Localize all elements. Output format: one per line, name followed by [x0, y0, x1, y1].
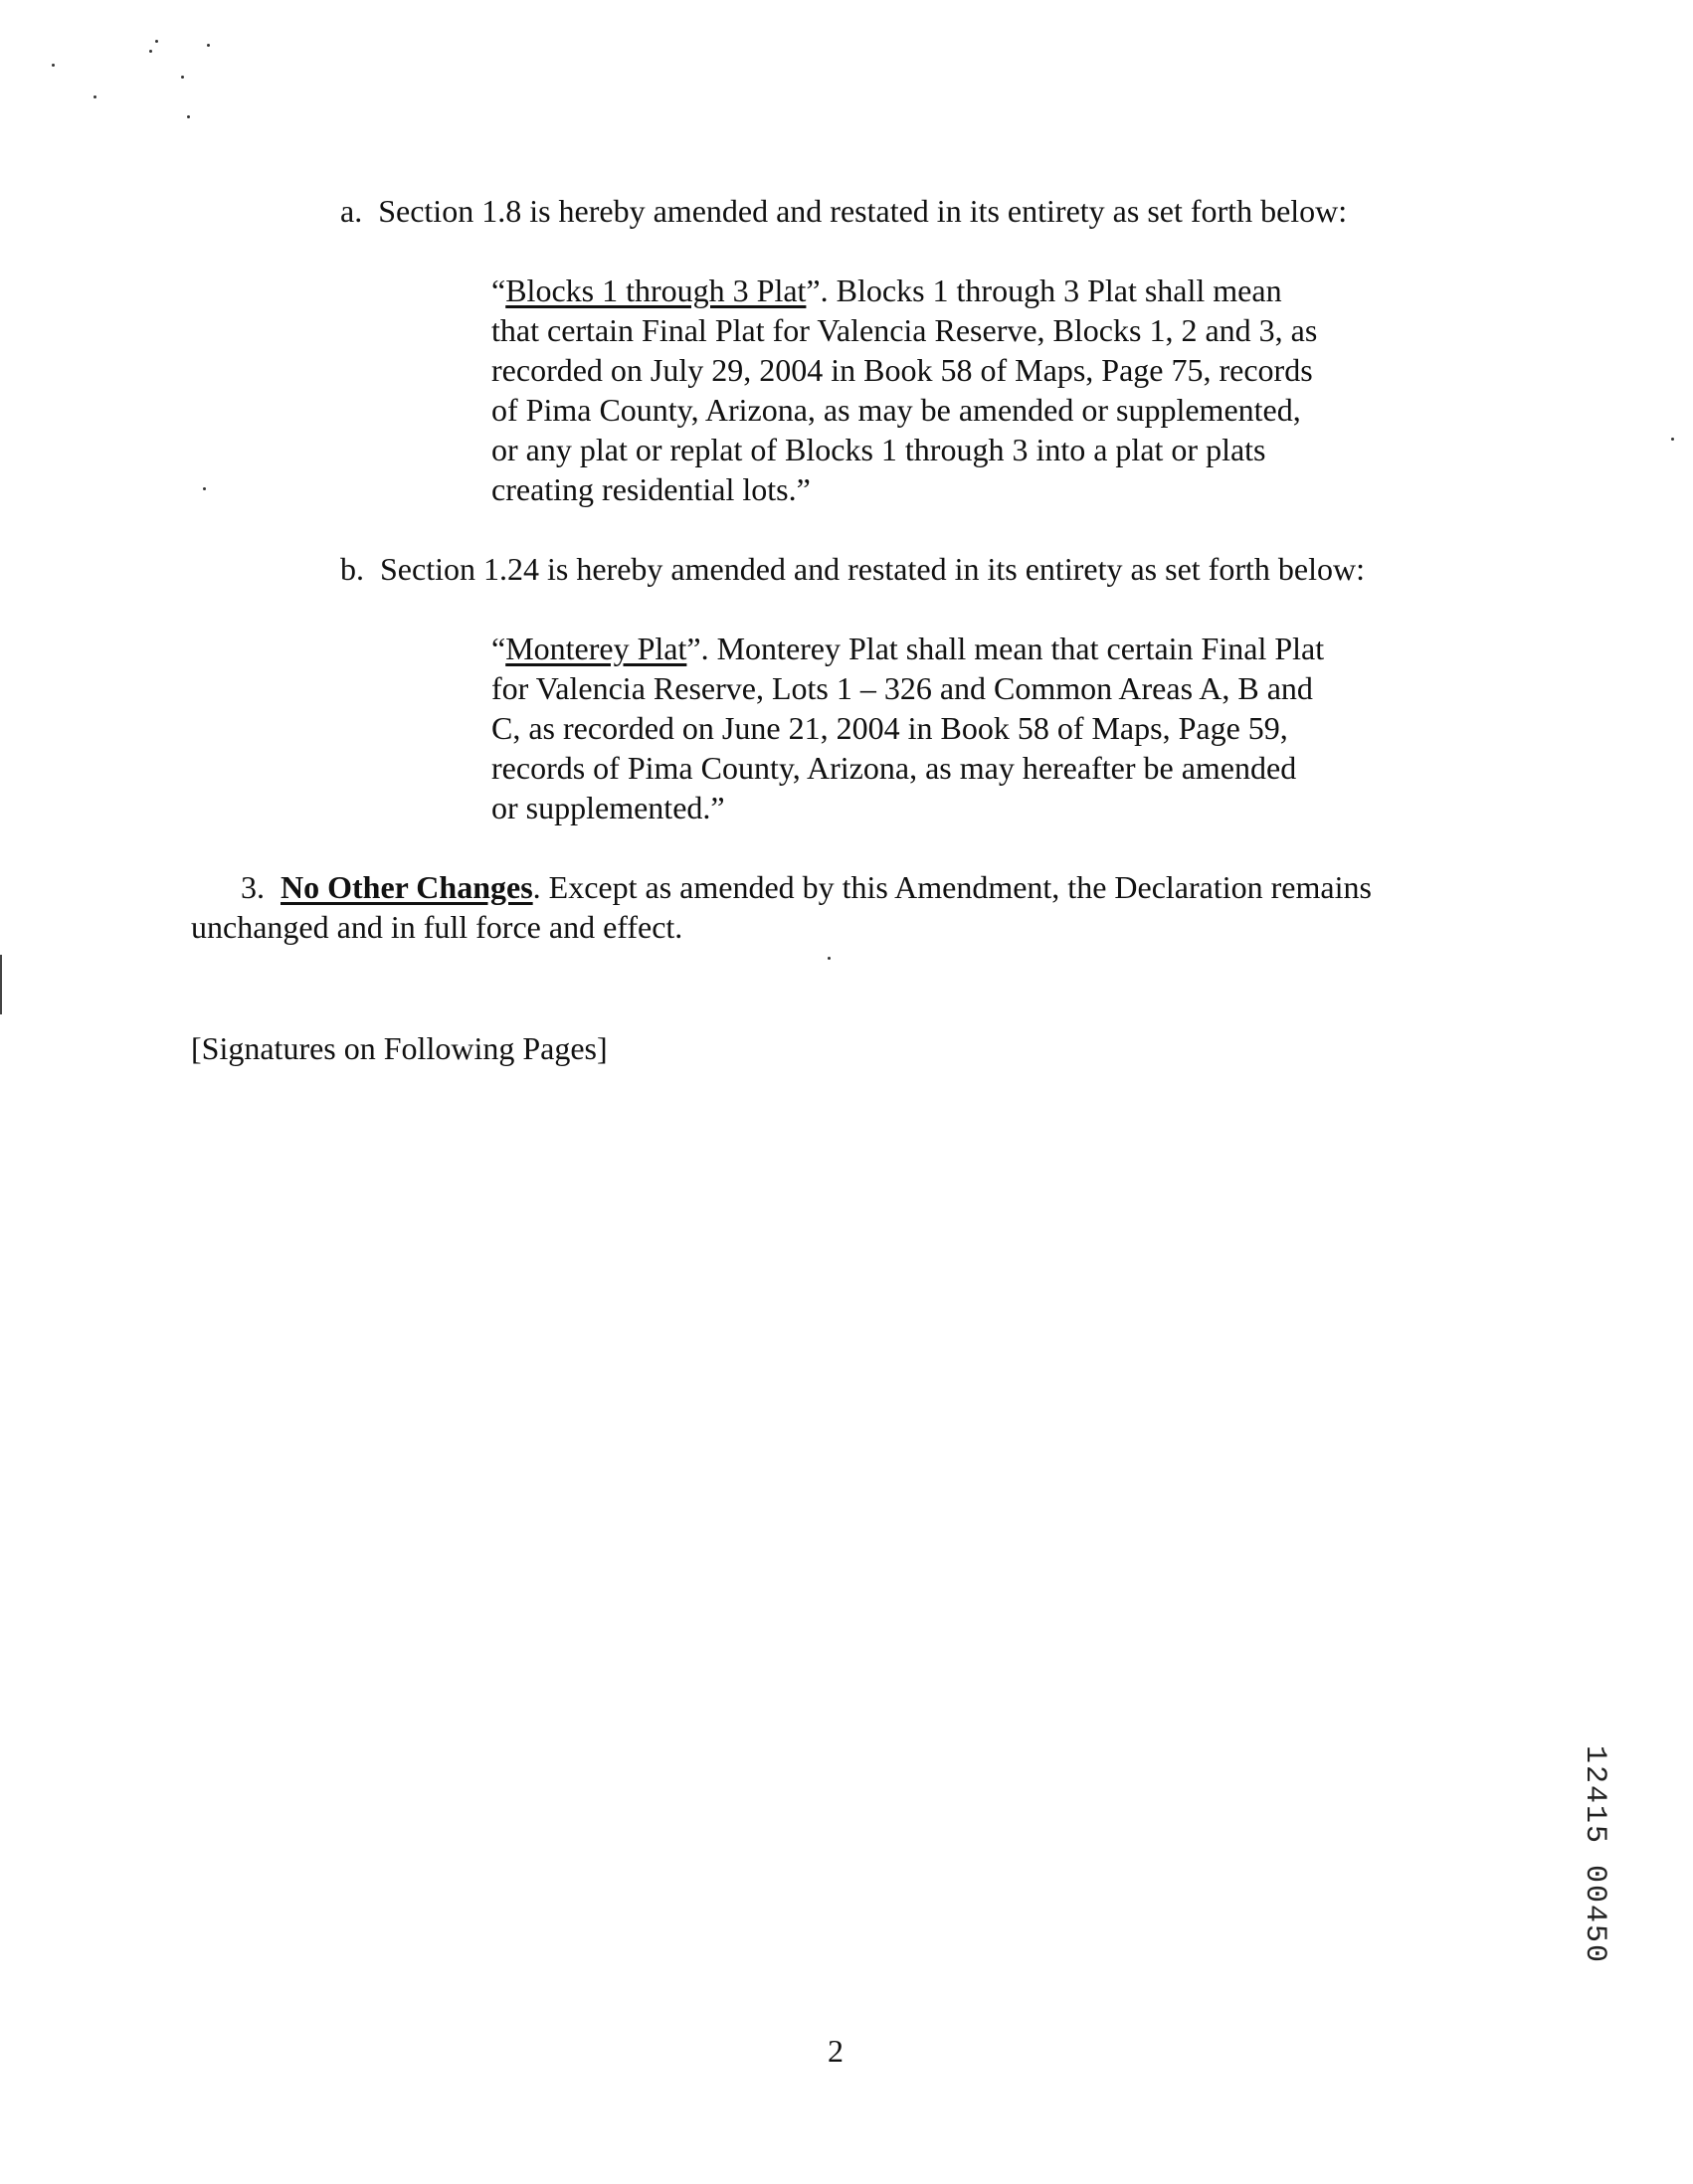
defined-term-blocks-plat: Blocks 1 through 3 Plat [505, 273, 807, 308]
scan-speck [1671, 438, 1674, 441]
item-a-quote-line-1 [491, 271, 1282, 310]
scan-speck [187, 115, 190, 118]
scan-speck [203, 487, 206, 490]
quote-text: ”. Blocks 1 through 3 Plat shall mean [806, 273, 1282, 308]
scan-speck [52, 64, 55, 67]
item-b-quote-line-5: or supplemented.” [491, 790, 725, 825]
section-3-heading: No Other Changes [281, 869, 533, 905]
scan-speck [155, 40, 158, 43]
scan-speck [94, 95, 96, 98]
section-3-text: . Except as amended by this Amendment, the Declaration remains [532, 869, 1372, 905]
item-b-line [340, 549, 1365, 589]
item-b-quote-line-3: C, as recorded on June 21, 2004 in Book 58 of Maps, Page 59, [491, 710, 1288, 746]
open-quote: “ [491, 631, 506, 666]
item-a-line [340, 191, 1347, 231]
defined-term-monterey-plat: Monterey Plat [505, 631, 687, 666]
page-number: 2 [828, 2033, 844, 2069]
item-a-quote-line-4: of Pima County, Arizona, as may be amended or supplemented, [491, 392, 1301, 428]
open-quote: “ [491, 273, 506, 308]
item-a-quote-line-5: or any plat or replat of Blocks 1 through 3 into a plat or plats [491, 432, 1266, 467]
section-3-line-1 [241, 867, 1372, 907]
scan-speck [207, 44, 210, 47]
item-a-quote-line-6: creating residential lots.” [491, 471, 811, 507]
recording-stamp: 12415 00450 [1578, 1745, 1611, 1965]
item-a-marker: a. [340, 193, 363, 229]
section-3-line-2: unchanged and in full force and effect. [191, 909, 683, 945]
scan-edge-mark [0, 955, 2, 1014]
item-b-quote-line-2: for Valencia Reserve, Lots 1 – 326 and Common Areas A, B and [491, 670, 1313, 706]
item-b-quote-line-1 [491, 629, 1324, 668]
signatures-note: [Signatures on Following Pages] [191, 1030, 608, 1066]
item-a-quote-line-2: that certain Final Plat for Valencia Reserve, Blocks 1, 2 and 3, as [491, 312, 1318, 348]
item-b-quote-line-4: records of Pima County, Arizona, as may hereafter be amended [491, 750, 1297, 786]
item-a-text: Section 1.8 is hereby amended and restated in its entirety as set forth below: [378, 193, 1348, 229]
scan-speck [828, 957, 831, 960]
section-3-number: 3. [241, 869, 265, 905]
item-a-quote-line-3: recorded on July 29, 2004 in Book 58 of Maps, Page 75, records [491, 352, 1313, 388]
quote-text: ”. Monterey Plat shall mean that certain Final Plat [686, 631, 1325, 666]
item-b-text: Section 1.24 is hereby amended and restated in its entirety as set forth below: [380, 551, 1365, 587]
scan-speck [149, 50, 152, 53]
scan-speck [181, 76, 184, 79]
item-b-marker: b. [340, 551, 364, 587]
